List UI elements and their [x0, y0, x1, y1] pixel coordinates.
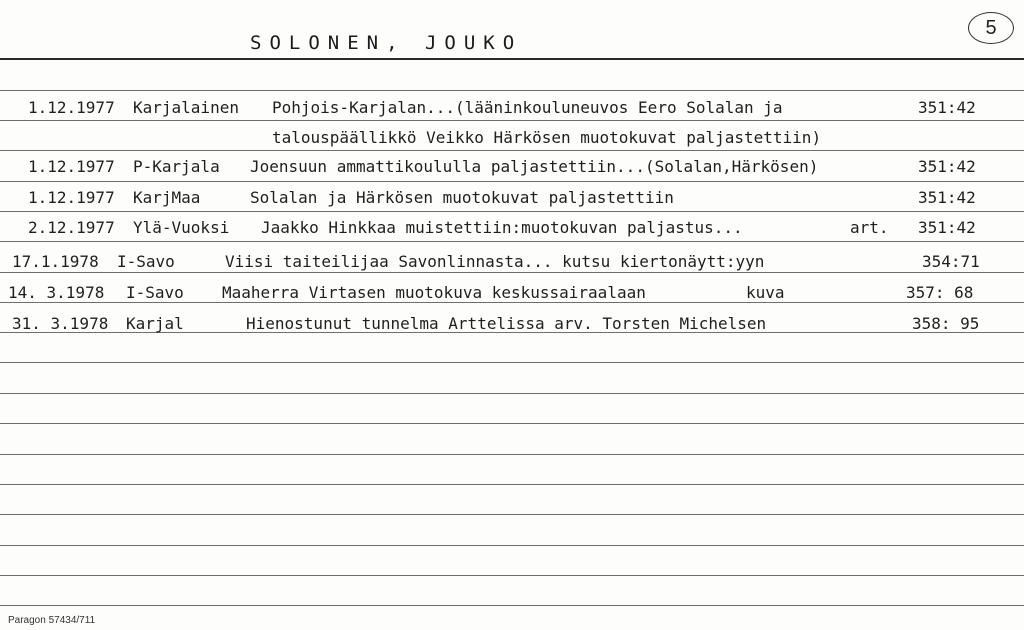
- ruled-line: [0, 605, 1024, 606]
- entry-paper: KarjMaa: [133, 188, 201, 207]
- card-number-circle: 5: [968, 12, 1014, 44]
- entry-text: Jaakko Hinkkaa muistettiin:muotokuvan paljastus...: [261, 218, 743, 237]
- entry-ref: 358: 95: [912, 314, 980, 333]
- ruled-line: [0, 181, 1024, 182]
- entry-paper: Ylä-Vuoksi: [133, 218, 230, 237]
- entry-ref: 354:71: [922, 252, 980, 271]
- entry-date: 1.12.1977: [28, 157, 115, 176]
- entry-text: Maaherra Virtasen muotokuva keskussairaalaan: [222, 283, 646, 302]
- entry-date: 31. 3.1978: [12, 314, 109, 333]
- entry-date: 14. 3.1978: [8, 283, 105, 302]
- ruled-line: [0, 514, 1024, 515]
- ruled-line: [0, 241, 1024, 242]
- entry-ref: 351:42: [918, 188, 976, 207]
- entry-text: Hienostunut tunnelma Arttelissa arv. Torsten Michelsen: [246, 314, 767, 333]
- entry-note: art.: [850, 218, 889, 237]
- entry-ref: 351:42: [918, 157, 976, 176]
- entry-paper: I-Savo: [117, 252, 175, 271]
- entry-date: 2.12.1977: [28, 218, 115, 237]
- ruled-line: [0, 362, 1024, 363]
- ruled-line: [0, 90, 1024, 91]
- entry-paper: Karjalainen: [133, 98, 239, 117]
- entry-text: Viisi taiteilijaa Savonlinnasta... kutsu kiertonäytt:yyn: [225, 252, 765, 271]
- entry-text: talouspäällikkö Veikko Härkösen muotokuvat paljastettiin): [272, 128, 822, 147]
- ruled-line: [0, 575, 1024, 576]
- header-rule: [0, 58, 1024, 60]
- entry-paper: P-Karjala: [133, 157, 220, 176]
- ruled-line: [0, 423, 1024, 424]
- ruled-line: [0, 150, 1024, 151]
- print-mark: Paragon 57434/711: [8, 615, 96, 626]
- entry-note: kuva: [746, 283, 785, 302]
- entry-date: 1.12.1977: [28, 188, 115, 207]
- ruled-line: [0, 211, 1024, 212]
- ruled-line: [0, 272, 1024, 273]
- ruled-line: [0, 545, 1024, 546]
- entry-ref: 357: 68: [906, 283, 974, 302]
- ruled-line: [0, 393, 1024, 394]
- entry-date: 17.1.1978: [12, 252, 99, 271]
- ruled-line: [0, 454, 1024, 455]
- entry-ref: 351:42: [918, 98, 976, 117]
- entry-paper: Karjal: [126, 314, 184, 333]
- entry-ref: 351:42: [918, 218, 976, 237]
- ruled-line: [0, 120, 1024, 121]
- entry-text: Joensuun ammattikoululla paljastettiin...(Solalan,Härkösen): [250, 157, 819, 176]
- entry-date: 1.12.1977: [28, 98, 115, 117]
- entry-text: Solalan ja Härkösen muotokuvat paljastettiin: [250, 188, 674, 207]
- card-title-name: SOLONEN, JOUKO: [250, 32, 523, 54]
- entry-text: Pohjois-Karjalan...(lääninkouluneuvos Eero Solalan ja: [272, 98, 783, 117]
- entry-paper: I-Savo: [126, 283, 184, 302]
- ruled-line: [0, 484, 1024, 485]
